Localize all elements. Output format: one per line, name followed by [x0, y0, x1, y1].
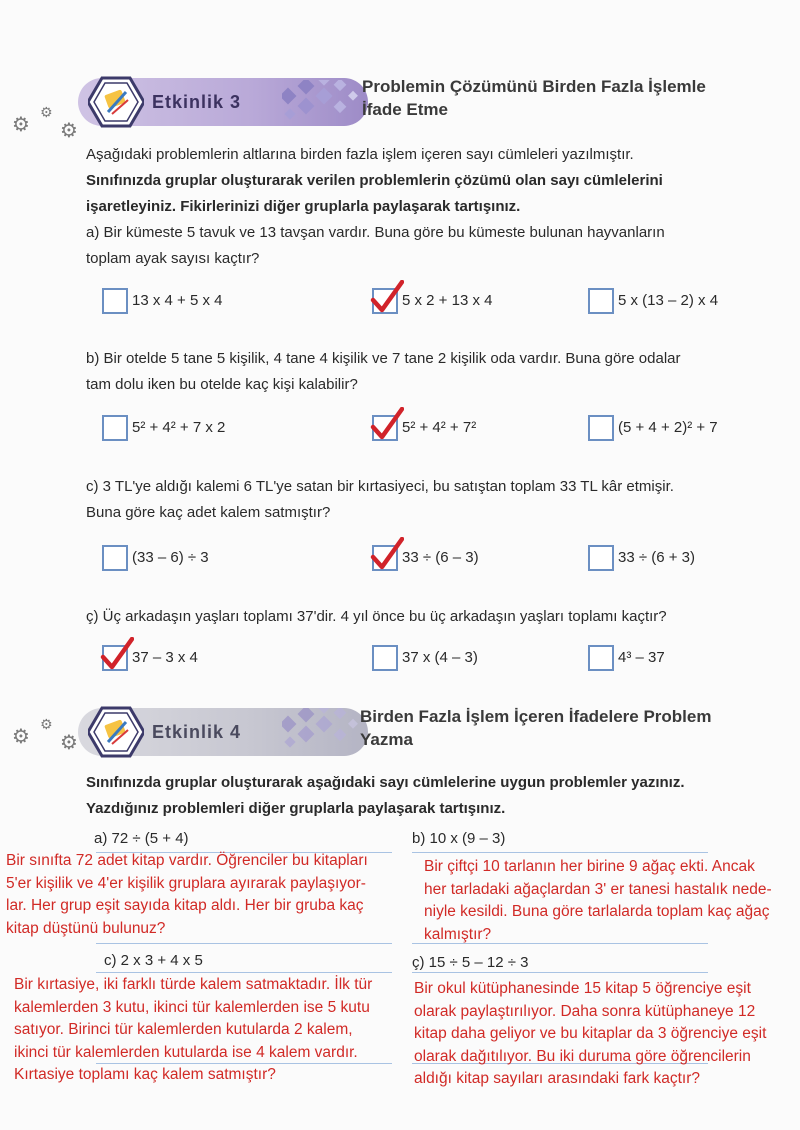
gear-icon: ⚙ [12, 726, 30, 748]
decorative-diamonds-icon [282, 708, 364, 752]
gear-icon: ⚙ [60, 732, 78, 754]
etkinlik-4-label: Etkinlik 4 [152, 722, 242, 742]
expression-d: ç) 15 ÷ 5 – 12 ÷ 3 [412, 954, 529, 971]
gear-icon: ⚙ [60, 120, 78, 142]
expression-c: c) 2 x 3 + 4 x 5 [104, 952, 203, 969]
etkinlik-4-instructions: Sınıfınızda gruplar oluşturarak aşağıdaki sayı cümlelerine uygun problemler yazınız. Yazdığınız problemleri diğer gruplarla paylaşarak tartışınız. [86, 774, 685, 817]
activity-badge-icon [88, 76, 144, 128]
checkmark-icon [100, 637, 134, 671]
handwritten-answer-a: Bir sınıfta 72 adet kitap vardır. Öğrenciler bu kitapları 5'er kişilik ve 4'er kişilik gruplara ayırarak paylaşıyor- lar. Her grup eşit sayıda kitap aldı. Her bir gruba kaç kitap düştünü bulunuz? [6, 852, 368, 937]
etkinlik-3-label: Etkinlik 3 [152, 92, 242, 112]
decorative-diamonds-icon [282, 80, 364, 124]
gear-icon: ⚙ [12, 114, 30, 136]
checkbox[interactable] [102, 545, 128, 571]
activity-badge-icon [88, 706, 144, 758]
handwritten-answer-b: Bir çiftçi 10 tarlanın her birine 9 ağaç ekti. Ancak her tarladaki ağaçlardan 3' er tanesi hastalık nede- niyle kesildi. Buna göre tarlalarda toplam kaç ağaç kalmıştır? [424, 858, 772, 943]
checkmark-icon [370, 280, 404, 314]
expression-a: a) 72 ÷ (5 + 4) [94, 830, 189, 847]
question-a: a) Bir kümeste 5 tavuk ve 13 tavşan vardır. Buna göre bu kümeste bulunan hayvanların toplam ayak sayısı kaçtır? [86, 224, 665, 267]
etkinlik-3-instructions: Aşağıdaki problemlerin altlarına birden fazla işlem içeren sayı cümleleri yazılmıştır. Sınıfınızda gruplar oluşturarak verilen problemlerin çözümü olan sayı cümlelerini işaretleyiniz. Fikirlerinizi diğer gruplarla paylaşarak tartışınız. [86, 146, 663, 215]
question-b: b) Bir otelde 5 tane 5 kişilik, 4 tane 4 kişilik ve 7 tane 2 kişilik oda vardır. Buna göre odalar tam dolu iken bu otelde kaç kişi kalabilir? [86, 350, 681, 393]
checkbox[interactable] [102, 288, 128, 314]
checkbox[interactable] [588, 288, 614, 314]
checkbox[interactable] [588, 415, 614, 441]
etkinlik-4-title: Birden Fazla İşlem İçeren İfadelere Problem Yazma [360, 707, 712, 749]
etkinlik-3-title: Problemin Çözümünü Birden Fazla İşlemle İfade Etme [362, 77, 706, 119]
handwritten-answer-d: Bir okul kütüphanesinde 15 kitap 5 öğrenciye eşit olarak paylaştırılıyor. Daha sonra kütüphaneye 12 kitap daha geliyor ve bu kitaplar da 3 öğrenciye eşit olarak dağıtılıyor. Bu iki duruma göre öğrencilerin aldığı kitap sayıları arasındaki fark kaçtır? [414, 980, 767, 1087]
checkbox[interactable] [102, 415, 128, 441]
checkbox[interactable] [588, 545, 614, 571]
gear-icon: ⚙ [40, 716, 53, 732]
question-cedilla: ç) Üç arkadaşın yaşları toplamı 37'dir. 4 yıl önce bu üç arkadaşın yaşları toplamı kaçtır? [86, 608, 667, 625]
question-c: c) 3 TL'ye aldığı kalemi 6 TL'ye satan bir kırtasiyeci, bu satıştan toplam 33 TL kâr etmişir. Buna göre kaç adet kalem satmıştır? [86, 478, 674, 521]
gear-icon: ⚙ [40, 104, 53, 120]
checkbox[interactable] [372, 645, 398, 671]
handwritten-answer-c: Bir kırtasiye, iki farklı türde kalem satmaktadır. İlk tür kalemlerden 3 kutu, ikinci tür kalemlerden ise 5 kutu satıyor. Birinci tür kalemlerden kutularda 2 kalem, ikinci tür kalemlerden kutularda ise 4 kalem vardır. Kırtasiye toplamı kaç kalem satmıştır? [14, 976, 373, 1083]
checkmark-icon [370, 537, 404, 571]
checkbox[interactable] [588, 645, 614, 671]
expression-b: b) 10 x (9 – 3) [412, 830, 506, 847]
checkmark-icon [370, 407, 404, 441]
